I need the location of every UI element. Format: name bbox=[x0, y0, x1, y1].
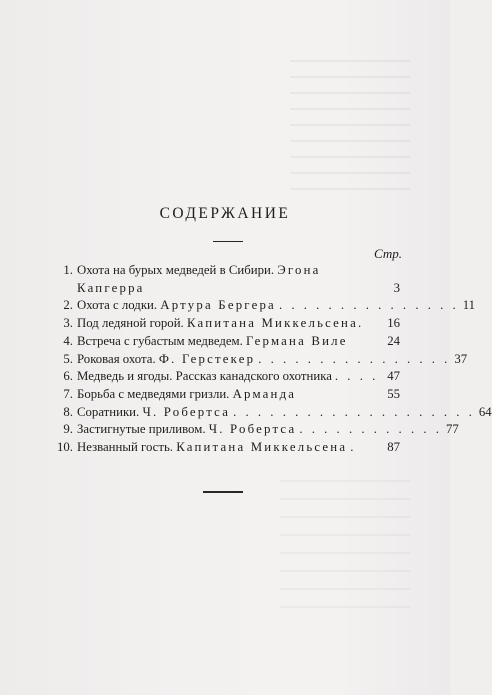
entry-author: Артура Бергера bbox=[160, 298, 276, 313]
leader-dots: . . . . . . . . . . . . bbox=[299, 422, 442, 437]
entry-author: Эгона bbox=[277, 263, 321, 277]
entry-title: Охота на бурых медведей в Сибири. bbox=[77, 263, 275, 277]
entry-number: 2. bbox=[63, 298, 73, 313]
entry-page: 64 bbox=[478, 404, 492, 419]
entry-title: Охота с лодки. bbox=[77, 298, 158, 313]
entry-number: 7. bbox=[63, 386, 73, 401]
bleed-through-text bbox=[280, 480, 410, 610]
toc-entry bbox=[56, 315, 400, 333]
entry-page: 16 bbox=[387, 316, 400, 331]
toc-entry-continuation bbox=[56, 280, 400, 298]
toc-entry bbox=[56, 297, 476, 315]
page-title: СОДЕРЖАНИЕ bbox=[159, 205, 291, 222]
leader-dots: . . . . bbox=[334, 369, 379, 384]
entry-page: 24 bbox=[387, 333, 400, 348]
divider-bottom bbox=[203, 491, 243, 493]
entry-number: 9. bbox=[63, 422, 73, 437]
toc-entry bbox=[56, 333, 400, 351]
entry-page: 37 bbox=[454, 351, 468, 366]
entry-title: Встреча с губастым медведем. bbox=[77, 333, 243, 348]
entry-author: Капгерра bbox=[77, 280, 145, 295]
entry-title: Застигнутые приливом. bbox=[77, 422, 206, 437]
toc-entry bbox=[56, 262, 400, 280]
entry-author: Ф. Герстекер bbox=[158, 351, 256, 366]
entry-author: Арманда bbox=[232, 386, 297, 401]
entry-number: 3. bbox=[63, 316, 73, 331]
entry-title: Соратники. bbox=[77, 404, 140, 419]
entry-author: Ч. Робертса bbox=[208, 422, 297, 437]
entry-number: 1. bbox=[63, 263, 73, 277]
entry-page: 77 bbox=[445, 422, 459, 437]
entry-page: 47 bbox=[387, 369, 400, 384]
entry-title: Роковая охота. bbox=[77, 351, 156, 366]
entry-number: 6. bbox=[63, 369, 73, 384]
leader-dots: . . . . . . . . . . . . . . . . bbox=[258, 351, 451, 366]
entry-author: Капитана Миккельсена. bbox=[186, 316, 364, 331]
table-of-contents bbox=[56, 262, 492, 457]
toc-entry bbox=[56, 368, 400, 386]
entry-author: Германа Виле bbox=[246, 333, 348, 348]
entry-number: 4. bbox=[63, 333, 73, 348]
toc-entry bbox=[56, 386, 400, 404]
entry-title: Незванный гость. bbox=[77, 440, 173, 455]
entry-title: Медведь и ягоды. Рассказ канадского охотника bbox=[77, 369, 332, 384]
leader-dots: . bbox=[350, 440, 357, 455]
toc-entry bbox=[56, 421, 459, 439]
entry-page: 55 bbox=[387, 386, 400, 401]
entry-page: 87 bbox=[387, 440, 400, 455]
entry-number: 5. bbox=[63, 351, 73, 366]
page-column-label: Стр. bbox=[374, 246, 402, 261]
entry-number: 8. bbox=[63, 404, 73, 419]
divider-top bbox=[213, 241, 243, 242]
entry-number: 10. bbox=[57, 440, 73, 455]
bleed-through-text bbox=[290, 60, 410, 190]
toc-entry bbox=[56, 351, 468, 369]
entry-title: Под ледяной горой. bbox=[77, 316, 184, 331]
entry-author: Ч. Робертса bbox=[142, 404, 231, 419]
toc-entry bbox=[56, 439, 400, 457]
entry-page: 11 bbox=[462, 298, 476, 313]
leader-dots: . . . . . . . . . . . . . . . bbox=[278, 298, 459, 313]
entry-title: Борьба с медведями гризли. bbox=[77, 386, 230, 401]
leader-dots: . . . . . . . . . . . . . . . . . . . . bbox=[233, 404, 475, 419]
entry-page: 3 bbox=[393, 280, 400, 295]
toc-entry bbox=[56, 404, 492, 422]
entry-author: Капитана Миккельсена bbox=[176, 440, 348, 455]
